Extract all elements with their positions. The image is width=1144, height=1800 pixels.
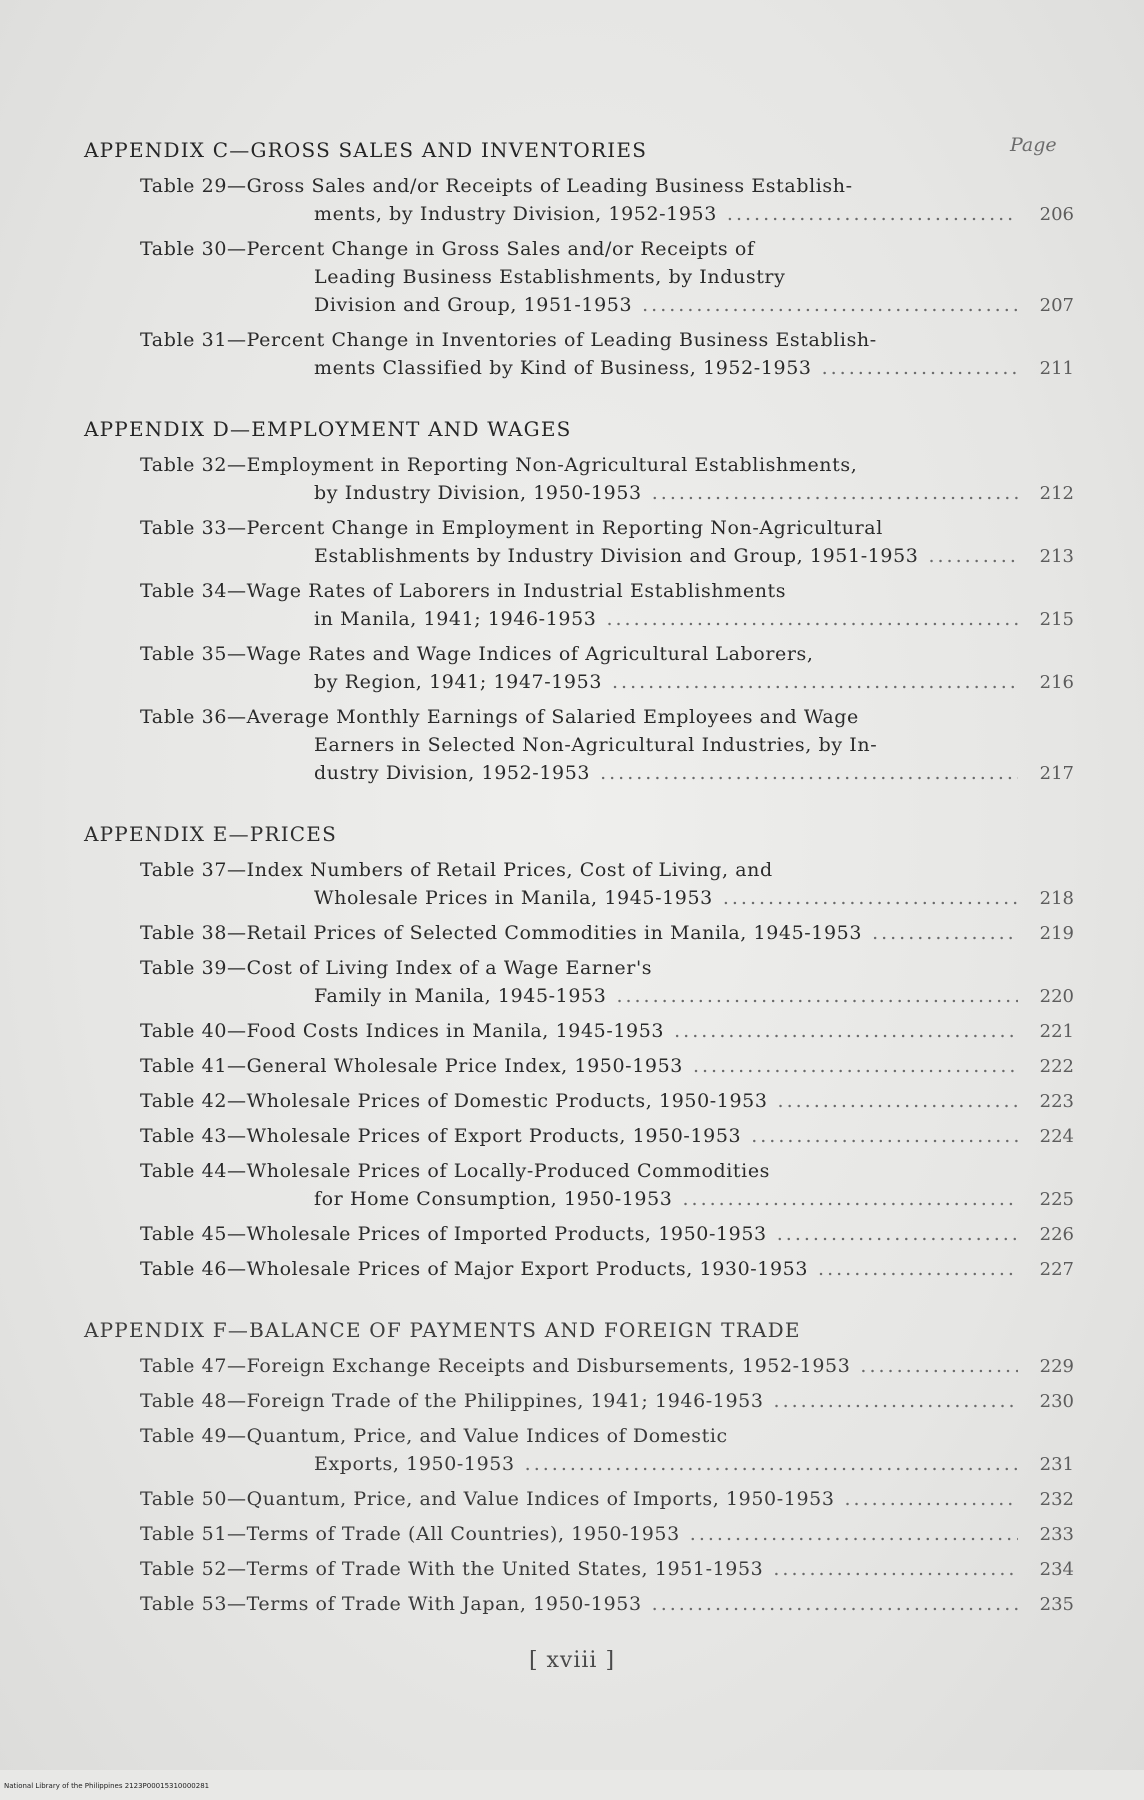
toc-entry-line bbox=[140, 1017, 1074, 1046]
dot-leader bbox=[693, 1052, 1018, 1080]
dot-leader bbox=[773, 1555, 1018, 1583]
toc-entry-text: Table 40—Food Costs Indices in Manila, 1945-1953 bbox=[140, 1020, 665, 1042]
toc-entry-text: Table 32—Employment in Reporting Non-Agricultural Establishments, bbox=[140, 454, 858, 476]
toc-entry-text: Table 42—Wholesale Prices of Domestic Products, 1950-1953 bbox=[140, 1090, 768, 1112]
appendix-section bbox=[84, 138, 1074, 383]
toc-entry-line bbox=[140, 1255, 1074, 1284]
toc-entry-line bbox=[140, 605, 1074, 634]
dot-leader bbox=[778, 1087, 1018, 1115]
toc-entry-line bbox=[140, 542, 1074, 571]
toc-entry bbox=[140, 1387, 1074, 1416]
dot-leader bbox=[777, 1220, 1018, 1248]
toc-entry-line bbox=[140, 640, 1074, 668]
toc-page-number: 233 bbox=[1039, 1524, 1074, 1545]
toc-page-number: 226 bbox=[1039, 1224, 1074, 1245]
toc-entry-text: dustry Division, 1952-1953 bbox=[314, 762, 591, 784]
dot-leader bbox=[872, 919, 1018, 947]
toc-entry-text: Family in Manila, 1945-1953 bbox=[314, 985, 607, 1007]
toc-entry-line bbox=[140, 919, 1074, 948]
toc-entry bbox=[140, 1052, 1074, 1081]
toc-entry-line bbox=[140, 1185, 1074, 1214]
toc-entry-text: Table 51—Terms of Trade (All Countries), 1950-1953 bbox=[140, 1523, 680, 1545]
toc-entry bbox=[140, 326, 1074, 383]
toc-entry-line bbox=[140, 856, 1074, 884]
toc-page-number: 221 bbox=[1039, 1021, 1074, 1042]
toc-entry-line bbox=[140, 1052, 1074, 1081]
toc-entry-line bbox=[140, 759, 1074, 788]
toc-entry bbox=[140, 919, 1074, 948]
toc-entry-line bbox=[140, 668, 1074, 697]
toc-page-number: 211 bbox=[1039, 358, 1074, 379]
toc-entry-text: Table 53—Terms of Trade With Japan, 1950-1953 bbox=[140, 1593, 642, 1615]
toc-entry-text: by Industry Division, 1950-1953 bbox=[314, 482, 642, 504]
toc-entry-text: Table 44—Wholesale Prices of Locally-Produced Commodities bbox=[140, 1160, 771, 1182]
toc-entry-line bbox=[140, 235, 1074, 263]
dot-leader bbox=[727, 200, 1018, 228]
toc-entry bbox=[140, 703, 1074, 788]
toc-entry-text: Establishments by Industry Division and Group, 1951-1953 bbox=[314, 545, 919, 567]
toc-entry-text: Table 35—Wage Rates and Wage Indices of Agricultural Laborers, bbox=[140, 643, 814, 665]
toc-entry bbox=[140, 1520, 1074, 1549]
toc-entry bbox=[140, 640, 1074, 697]
toc-entry-text: Table 36—Average Monthly Earnings of Salaried Employees and Wage bbox=[140, 706, 859, 728]
toc-entry bbox=[140, 451, 1074, 508]
toc-entry-line bbox=[140, 1352, 1074, 1381]
toc-entry-line bbox=[140, 1220, 1074, 1249]
toc-entry-text: Table 39—Cost of Living Index of a Wage Earner's bbox=[140, 957, 653, 979]
toc-entry-text: Table 41—General Wholesale Price Index, 1950-1953 bbox=[140, 1055, 683, 1077]
toc-entry bbox=[140, 1017, 1074, 1046]
toc-entry-line bbox=[140, 451, 1074, 479]
toc-entry-text: Table 45—Wholesale Prices of Imported Products, 1950-1953 bbox=[140, 1223, 767, 1245]
toc-entry bbox=[140, 1590, 1074, 1619]
appendix-heading: APPENDIX C—GROSS SALES AND INVENTORIES bbox=[84, 138, 648, 162]
appendix-section bbox=[84, 417, 1074, 788]
dot-leader bbox=[845, 1485, 1018, 1513]
dot-leader bbox=[818, 1255, 1018, 1283]
toc-entry-line bbox=[140, 263, 1074, 291]
toc-entry-line bbox=[140, 1590, 1074, 1619]
toc-entry-text: Table 46—Wholesale Prices of Major Export Products, 1930-1953 bbox=[140, 1258, 809, 1280]
appendix-section bbox=[84, 1318, 1074, 1619]
toc-entry-text: Wholesale Prices in Manila, 1945-1953 bbox=[314, 887, 713, 909]
toc-entry-text: Table 49—Quantum, Price, and Value Indices of Domestic bbox=[140, 1425, 728, 1447]
toc-entry-line bbox=[140, 1422, 1074, 1450]
toc-page-number: 235 bbox=[1039, 1594, 1074, 1615]
page-column-label: Page bbox=[1010, 134, 1057, 156]
toc-entry-text: Table 50—Quantum, Price, and Value Indices of Imports, 1950-1953 bbox=[140, 1488, 835, 1510]
toc-entry bbox=[140, 235, 1074, 320]
toc-entry bbox=[140, 1255, 1074, 1284]
toc-entry bbox=[140, 954, 1074, 1011]
toc-page-number: 232 bbox=[1039, 1489, 1074, 1510]
toc-entry-text: Division and Group, 1951-1953 bbox=[314, 294, 633, 316]
toc-entry-line bbox=[140, 577, 1074, 605]
toc-entry-line bbox=[140, 172, 1074, 200]
toc-entry-text: for Home Consumption, 1950-1953 bbox=[314, 1188, 673, 1210]
appendix-heading: APPENDIX F—BALANCE OF PAYMENTS AND FOREIGN TRADE bbox=[84, 1318, 801, 1342]
toc-entry-text: Table 43—Wholesale Prices of Export Products, 1950-1953 bbox=[140, 1125, 742, 1147]
toc-page-number: 216 bbox=[1039, 672, 1074, 693]
toc-entry-line bbox=[140, 326, 1074, 354]
toc-entry-line bbox=[140, 354, 1074, 383]
toc-entry bbox=[140, 514, 1074, 571]
toc-entry-text: by Region, 1941; 1947-1953 bbox=[314, 671, 603, 693]
toc-page-number: 213 bbox=[1039, 546, 1074, 567]
toc-entry-line bbox=[140, 200, 1074, 229]
toc-entry-text: Table 30—Percent Change in Gross Sales and/or Receipts of bbox=[140, 238, 755, 260]
toc-entry-text: Table 52—Terms of Trade With the United States, 1951-1953 bbox=[140, 1558, 764, 1580]
toc-entry-line bbox=[140, 1520, 1074, 1549]
toc-entry-line bbox=[140, 982, 1074, 1011]
toc-entry bbox=[140, 1157, 1074, 1214]
dot-leader bbox=[822, 354, 1018, 382]
toc-page-number: 206 bbox=[1039, 204, 1074, 225]
toc-page-number: 225 bbox=[1039, 1189, 1074, 1210]
dot-leader bbox=[612, 668, 1018, 696]
dot-leader bbox=[860, 1352, 1018, 1380]
dot-leader bbox=[600, 759, 1018, 787]
toc-entry-text: Table 31—Percent Change in Inventories of Leading Business Establish- bbox=[140, 329, 877, 351]
toc-entry bbox=[140, 1352, 1074, 1381]
toc-entry-line bbox=[140, 1555, 1074, 1584]
toc-entry-text: Table 48—Foreign Trade of the Philippines, 1941; 1946-1953 bbox=[140, 1390, 764, 1412]
dot-leader bbox=[652, 1590, 1018, 1618]
toc-entry bbox=[140, 1122, 1074, 1151]
toc-entry-line bbox=[140, 1157, 1074, 1185]
toc-page-number: 220 bbox=[1039, 986, 1074, 1007]
toc-entry-text: Table 34—Wage Rates of Laborers in Industrial Establishments bbox=[140, 580, 787, 602]
table-of-contents bbox=[84, 138, 1074, 1653]
toc-entry-text: ments Classified by Kind of Business, 1952-1953 bbox=[314, 357, 812, 379]
dot-leader bbox=[682, 1185, 1018, 1213]
toc-page-number: 223 bbox=[1039, 1091, 1074, 1112]
toc-entry bbox=[140, 1555, 1074, 1584]
toc-page-number: 217 bbox=[1039, 763, 1074, 784]
toc-entry-line bbox=[140, 1485, 1074, 1514]
toc-entry-line bbox=[140, 703, 1074, 731]
page-folio: [ xviii ] bbox=[528, 1648, 616, 1673]
appendix-heading: APPENDIX D—EMPLOYMENT AND WAGES bbox=[84, 417, 572, 441]
toc-entry-line bbox=[140, 1450, 1074, 1479]
toc-entry-text: Leading Business Establishments, by Industry bbox=[314, 266, 786, 288]
toc-page-number: 224 bbox=[1039, 1126, 1074, 1147]
appendix-heading: APPENDIX E—PRICES bbox=[84, 822, 338, 846]
toc-entry-line bbox=[140, 1387, 1074, 1416]
footer-credit: National Library of the Philippines 2123P00015310000281 bbox=[4, 1782, 210, 1790]
toc-page-number: 212 bbox=[1039, 483, 1074, 504]
toc-page-number: 231 bbox=[1039, 1454, 1074, 1475]
toc-entry-text: in Manila, 1941; 1946-1953 bbox=[314, 608, 597, 630]
toc-entry bbox=[140, 172, 1074, 229]
dot-leader bbox=[751, 1122, 1018, 1150]
toc-page-number: 219 bbox=[1039, 923, 1074, 944]
dot-leader bbox=[652, 479, 1018, 507]
toc-page-number: 207 bbox=[1039, 295, 1074, 316]
toc-page-number: 227 bbox=[1039, 1259, 1074, 1280]
toc-entry-text: Table 29—Gross Sales and/or Receipts of Leading Business Establish- bbox=[140, 175, 853, 197]
toc-entry-line bbox=[140, 884, 1074, 913]
toc-entry-text: ments, by Industry Division, 1952-1953 bbox=[314, 203, 717, 225]
toc-page-number: 229 bbox=[1039, 1356, 1074, 1377]
toc-entry bbox=[140, 1422, 1074, 1479]
toc-entry bbox=[140, 1087, 1074, 1116]
dot-leader bbox=[606, 605, 1018, 633]
toc-entry bbox=[140, 577, 1074, 634]
toc-page-number: 222 bbox=[1039, 1056, 1074, 1077]
toc-entry-text: Table 38—Retail Prices of Selected Commodities in Manila, 1945-1953 bbox=[140, 922, 863, 944]
dot-leader bbox=[642, 291, 1018, 319]
toc-entry-text: Table 37—Index Numbers of Retail Prices, Cost of Living, and bbox=[140, 859, 773, 881]
toc-page-number: 215 bbox=[1039, 609, 1074, 630]
toc-entry-line bbox=[140, 514, 1074, 542]
dot-leader bbox=[928, 542, 1018, 570]
toc-entry bbox=[140, 856, 1074, 913]
dot-leader bbox=[674, 1017, 1018, 1045]
toc-page-number: 218 bbox=[1039, 888, 1074, 909]
toc-entry-line bbox=[140, 1087, 1074, 1116]
toc-entry-line bbox=[140, 291, 1074, 320]
toc-page-number: 230 bbox=[1039, 1391, 1074, 1412]
toc-entry-line bbox=[140, 1122, 1074, 1151]
toc-entry-text: Table 47—Foreign Exchange Receipts and Disbursements, 1952-1953 bbox=[140, 1355, 851, 1377]
toc-page-number: 234 bbox=[1039, 1559, 1074, 1580]
toc-entry-text: Earners in Selected Non-Agricultural Industries, by In- bbox=[314, 734, 878, 756]
toc-entry-line bbox=[140, 479, 1074, 508]
toc-entry-text: Exports, 1950-1953 bbox=[314, 1453, 515, 1475]
toc-entry bbox=[140, 1485, 1074, 1514]
dot-leader bbox=[774, 1387, 1018, 1415]
toc-entry-text: Table 33—Percent Change in Employment in Reporting Non-Agricultural bbox=[140, 517, 883, 539]
dot-leader bbox=[525, 1450, 1018, 1478]
toc-entry-line bbox=[140, 954, 1074, 982]
dot-leader bbox=[723, 884, 1018, 912]
toc-entry-line bbox=[140, 731, 1074, 759]
toc-entry bbox=[140, 1220, 1074, 1249]
dot-leader bbox=[616, 982, 1018, 1010]
appendix-section bbox=[84, 822, 1074, 1284]
dot-leader bbox=[690, 1520, 1018, 1548]
